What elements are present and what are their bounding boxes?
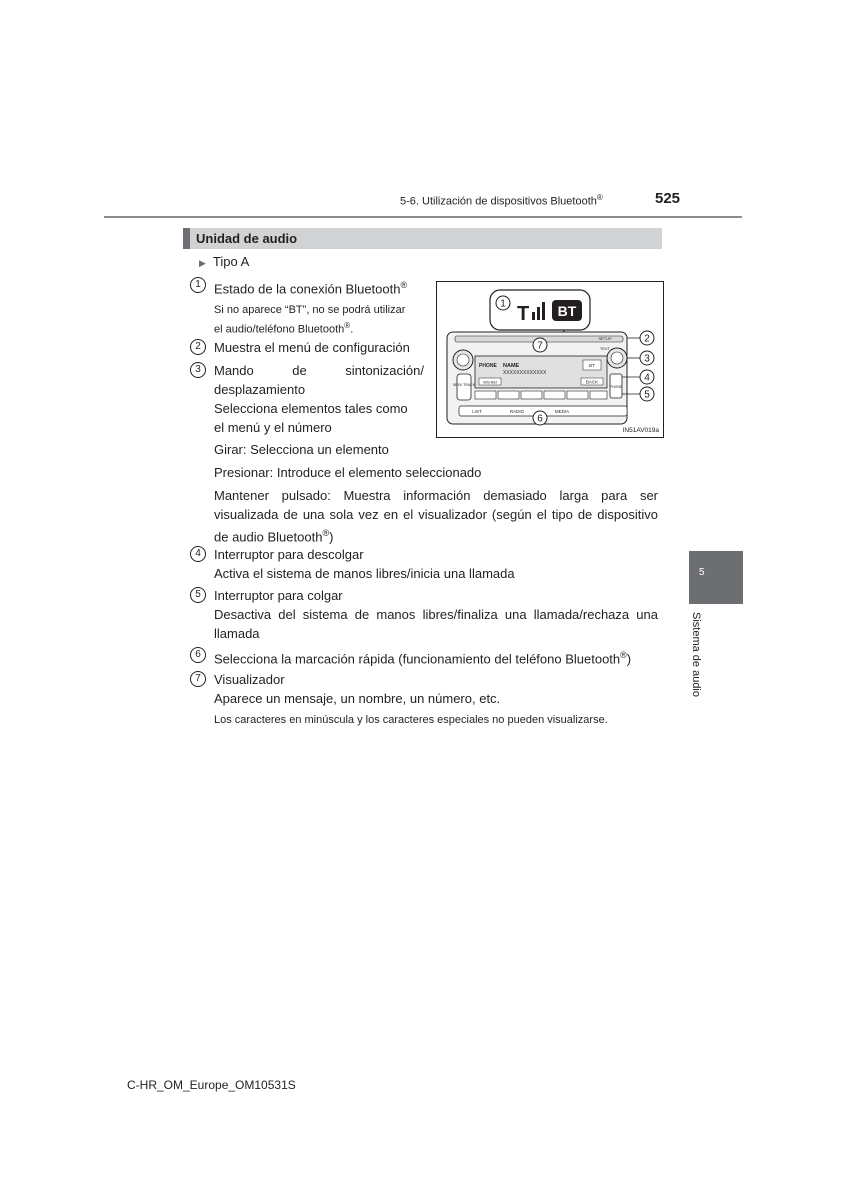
item-3-label-line-1 [214, 361, 424, 380]
preset-buttons [475, 391, 607, 399]
seek-track-label: SEEK TRACK [452, 383, 476, 387]
header-registered-mark: ® [596, 193, 603, 202]
item-7-note: Los caracteres en minúscula y los caracteres especiales no pueden visualizarse. [214, 714, 608, 726]
triangle-bullet-icon: ▶ [199, 258, 206, 268]
item-2-label: Muestra el menú de configuración [214, 340, 410, 355]
display-number: XXXXXXXXXXXXX [503, 370, 547, 376]
item-1-note-end: . [350, 323, 354, 336]
callout-7-text: 7 [537, 340, 543, 352]
chapter-tab [689, 551, 743, 604]
circled-number-3: 3 [190, 362, 206, 378]
callout-5-text: 5 [644, 389, 650, 401]
chapter-label-container [690, 612, 716, 712]
callout-3-text: 3 [644, 353, 650, 365]
item-1-note-text: el audio/teléfono Bluetooth [214, 323, 345, 336]
callout-6-text: 6 [537, 413, 543, 425]
item-1-text: Estado de la conexión Bluetooth [214, 281, 401, 297]
item-3-hold-text: de audio Bluetooth [214, 529, 323, 545]
item-7-desc: Aparece un mensaje, un nombre, un número, etc. [214, 691, 501, 706]
header-section-title: 5-6. Utilización de dispositivos Bluetooth [400, 195, 597, 208]
btn-radio: RADIO [509, 409, 525, 414]
item-6-label [214, 646, 631, 668]
callout-4-text: 4 [644, 372, 650, 384]
item-7-label: Visualizador [214, 672, 285, 687]
document-id: C-HR_OM_Europe_OM10531S [127, 1078, 296, 1092]
display-ws: WS-Bld [483, 379, 497, 385]
item-3-word-3: sintonización/ [345, 363, 424, 378]
item-3-hold-line-1: Mantener pulsado: Muestra información demasiado larga para ser [214, 488, 658, 503]
item-1-note-line-2 [214, 318, 353, 338]
item-6-text: Selecciona la marcación rápida (funcionamiento del teléfono Bluetooth [214, 651, 621, 667]
item-5-desc-line-2: llamada [214, 626, 260, 641]
callout-1-text: 1 [500, 298, 506, 310]
circled-number-4: 4 [190, 546, 206, 562]
circled-number-2: 2 [190, 339, 206, 355]
audio-unit-illustration [437, 282, 663, 437]
phone-label: PHONE [609, 385, 623, 389]
page-number: 525 [655, 190, 681, 207]
bt-badge-text: BT [557, 303, 577, 319]
audio-unit-figure [436, 281, 664, 438]
section-title: Unidad de audio [196, 231, 298, 246]
item-5-label: Interruptor para colgar [214, 588, 343, 603]
registered-mark: ® [322, 528, 330, 538]
section-bar-marker [183, 228, 190, 249]
chapter-label: Sistema de audio [690, 612, 702, 697]
display-name: NAME [503, 363, 520, 369]
section-title-bar [183, 228, 662, 249]
btn-media: MEDIA [554, 409, 570, 414]
header-rule [104, 216, 742, 218]
display-back: BACK [585, 379, 599, 385]
callout-2-text: 2 [644, 333, 650, 345]
item-4-label: Interruptor para descolgar [214, 547, 364, 562]
circled-number-7: 7 [190, 671, 206, 687]
item-4-desc: Activa el sistema de manos libres/inicia una llamada [214, 566, 515, 581]
item-3-word-2: de [292, 363, 307, 378]
item-3-hold-line-3 [214, 524, 333, 546]
item-3-hold-line-2: visualizada de una sola vez en el visualizador (según el tipo de dispositivo [214, 507, 658, 522]
display-bt-small: BT [589, 363, 595, 368]
item-3-label-line-2: desplazamiento [214, 382, 306, 397]
chapter-number: 5 [699, 567, 705, 578]
seek-track-rocker [457, 374, 471, 400]
item-3-word-1: Mando [214, 363, 254, 378]
item-6-end: ) [626, 651, 632, 667]
registered-mark: ® [400, 280, 408, 290]
registered-mark: ® [620, 650, 627, 660]
item-5-desc-line-1: Desactiva del sistema de manos libres/finaliza una llamada/rechaza una [214, 607, 658, 622]
item-1-label [214, 276, 407, 298]
antenna-glyph: T [517, 303, 530, 325]
item-3-hold-end: ) [329, 529, 334, 545]
setup-label: SETUP [598, 336, 612, 341]
type-heading [199, 254, 249, 269]
item-3-desc-line-1: Selecciona elementos tales como [214, 401, 408, 416]
item-3-press: Presionar: Introduce el elemento seleccionado [214, 465, 482, 480]
display-phone: PHONE [479, 363, 497, 369]
btn-list: LIST [472, 409, 482, 414]
figure-code: IN51AV019a [622, 427, 659, 434]
circled-number-1: 1 [190, 277, 206, 293]
circled-number-6: 6 [190, 647, 206, 663]
item-3-rotate: Girar: Selecciona un elemento [214, 442, 389, 457]
type-label: Tipo A [212, 254, 250, 269]
item-1-note-line-1: Si no aparece “BT”, no se podrá utilizar [214, 304, 406, 316]
circled-number-5: 5 [190, 587, 206, 603]
text-label: TEXT [599, 346, 611, 351]
item-3-desc-line-2: el menú y el número [214, 420, 332, 435]
registered-mark: ® [344, 321, 351, 330]
running-header [400, 193, 603, 208]
